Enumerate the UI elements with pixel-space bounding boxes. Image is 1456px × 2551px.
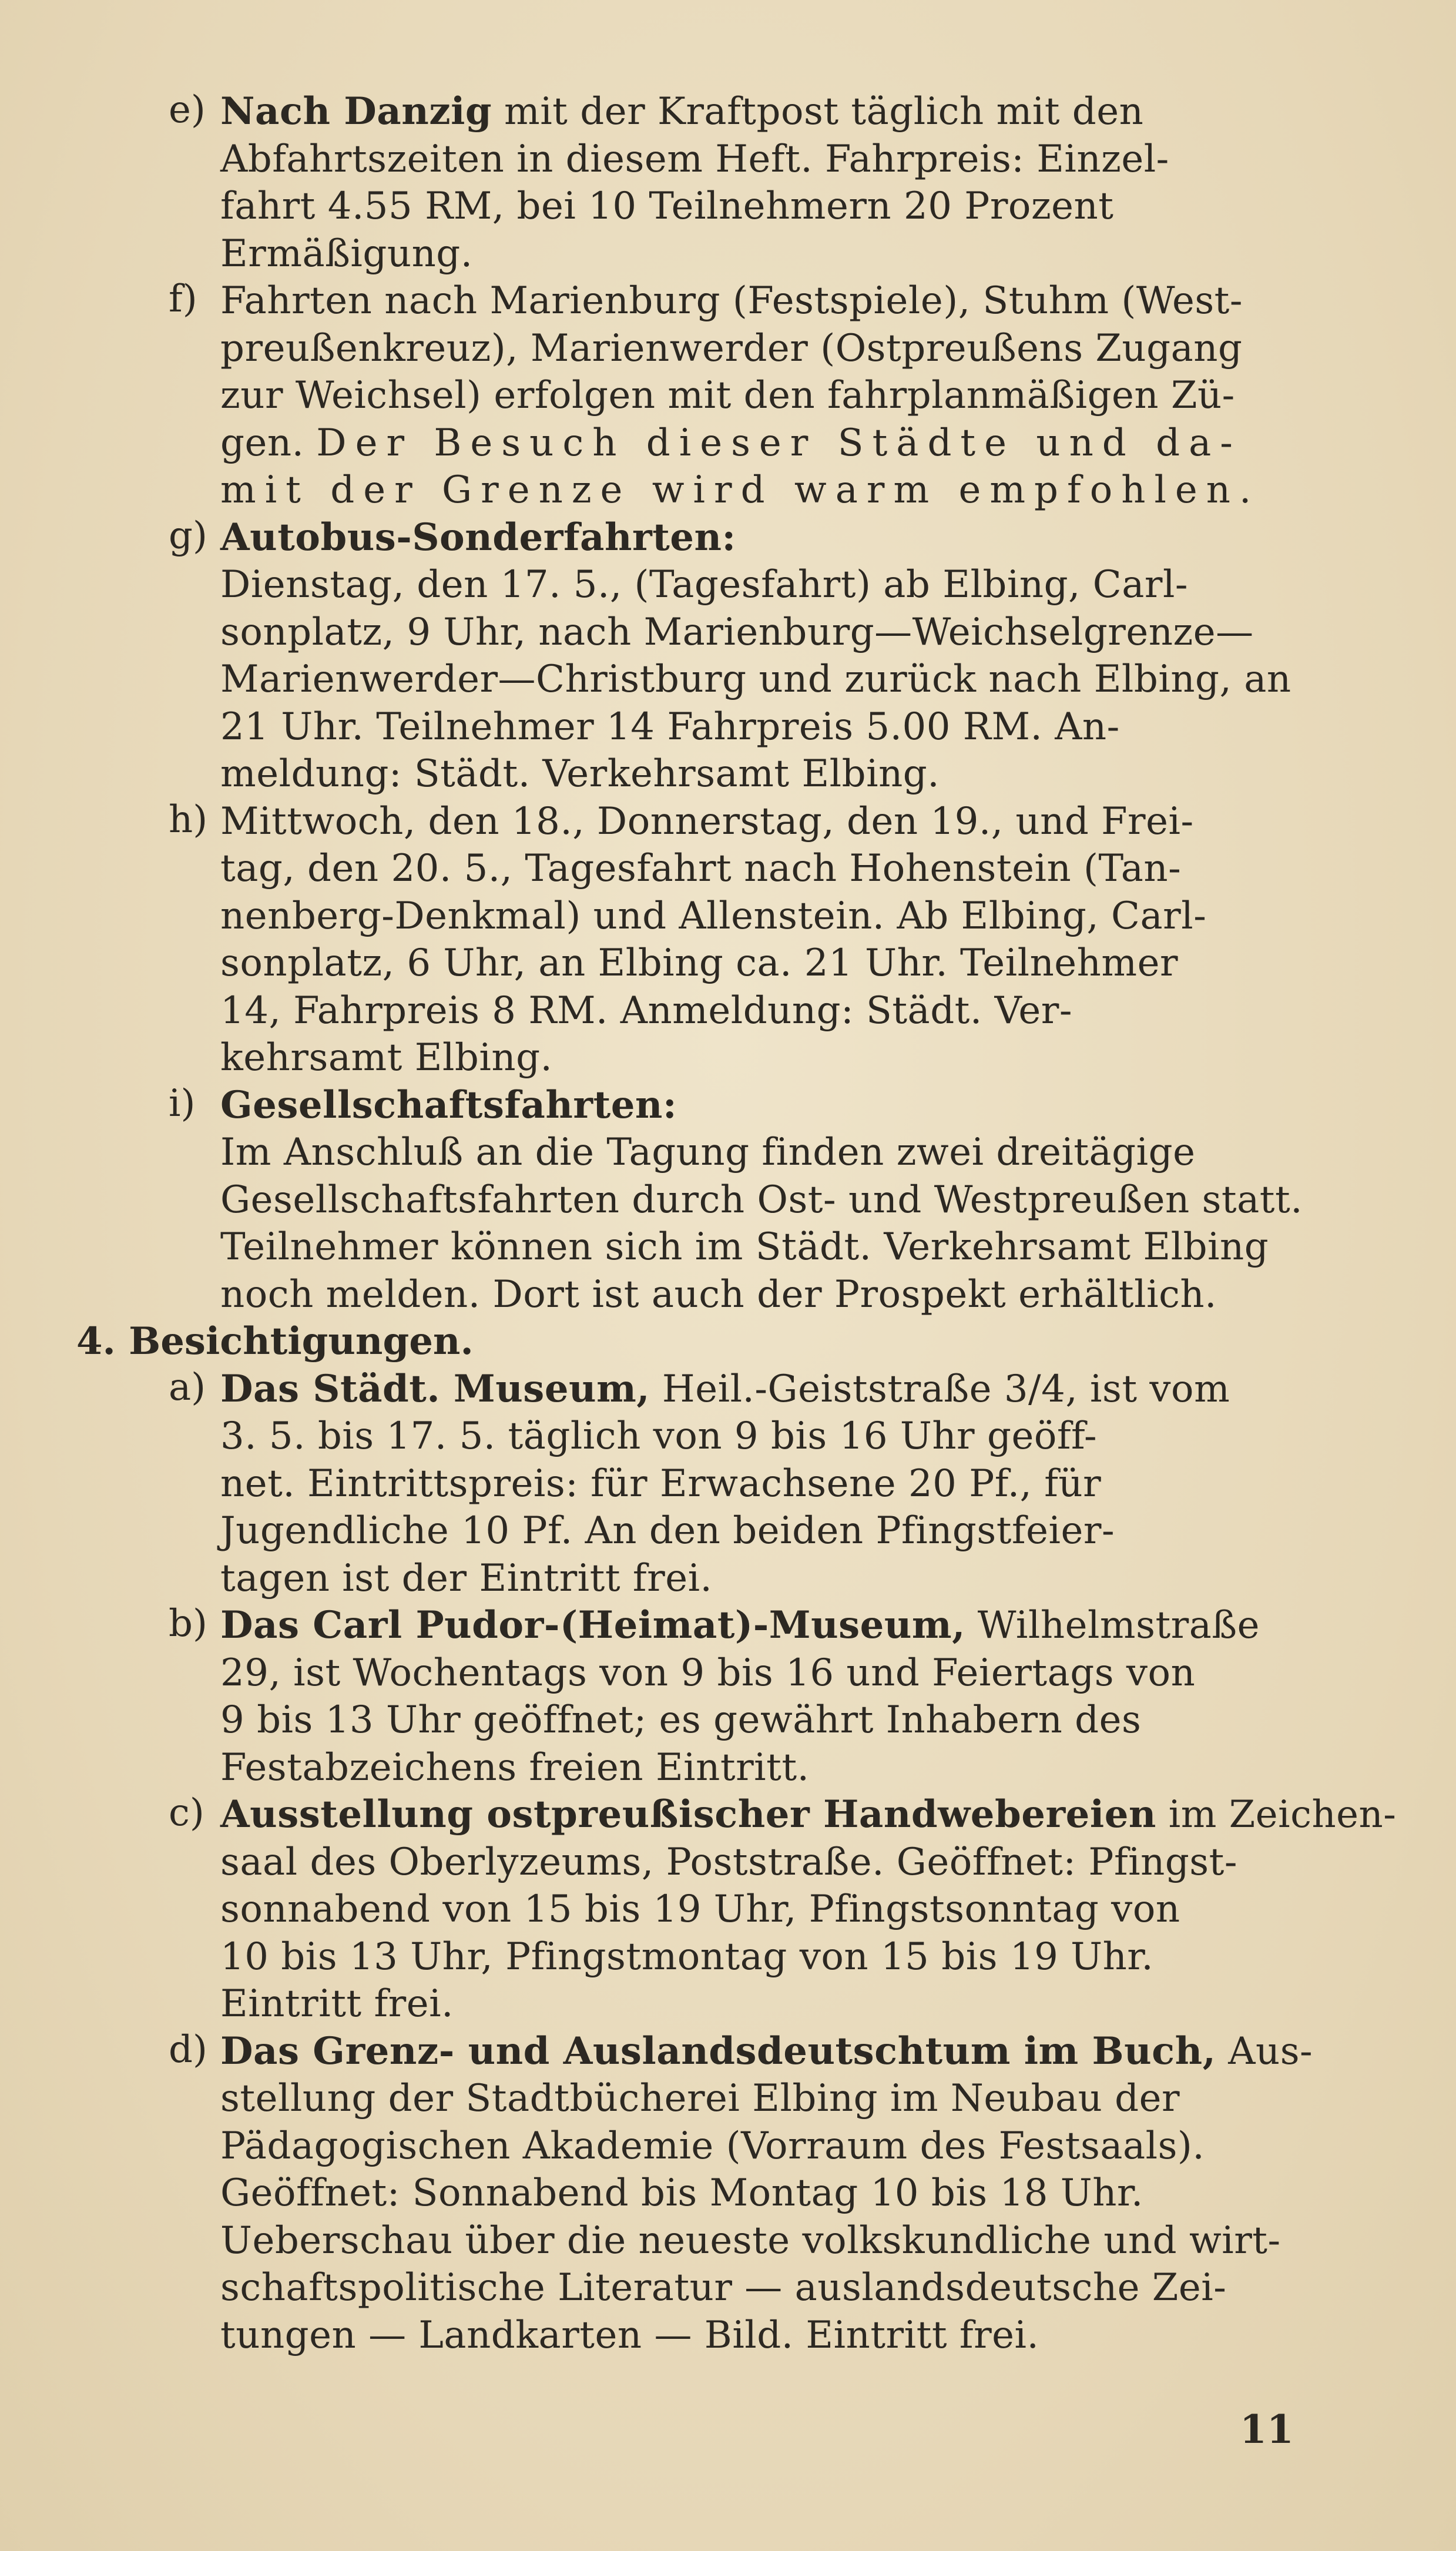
bold-text: Nach Danzig [220, 89, 492, 133]
text-span: Eintritt frei. [220, 1982, 454, 2026]
list-item [169, 514, 1325, 798]
section-heading: 4. Besichtigungen. [76, 1319, 474, 1363]
text-line [220, 1507, 1325, 1555]
text-line [220, 514, 1325, 562]
text-line [220, 277, 1325, 325]
text-line [220, 2075, 1325, 2123]
text-line [220, 325, 1325, 373]
text-line [220, 750, 1325, 798]
text-span: sonplatz, 6 Uhr, an Elbing ca. 21 Uhr. Teilnehmer [220, 941, 1179, 985]
text-line [220, 2264, 1325, 2312]
text-span: 3. 5. bis 17. 5. täglich von 9 bis 16 Uhr geöff- [220, 1414, 1098, 1458]
text-line [220, 561, 1325, 609]
list-item [169, 88, 1325, 277]
text-line [220, 372, 1325, 420]
list-item [169, 1602, 1325, 1791]
text-line [220, 2170, 1325, 2217]
item-label: f) [169, 277, 197, 321]
item-label: g) [169, 514, 207, 558]
text-line [220, 893, 1325, 940]
text-line [220, 1223, 1325, 1271]
text-span: Wilhelmstraße [965, 1604, 1260, 1647]
text-line [220, 2312, 1325, 2359]
text-line [220, 1839, 1325, 1886]
text-span: Ermäßigung. [220, 232, 473, 276]
text-span: Fahrten nach Marienburg (Festspiele), Stuhm (West- [220, 279, 1243, 323]
text-span: 9 bis 13 Uhr geöffnet; es gewährt Inhabern des [220, 1698, 1142, 1742]
item-label: b) [169, 1602, 207, 1645]
text-line [220, 136, 1325, 183]
text-span: sonplatz, 9 Uhr, nach Marienburg—Weichselgrenze— [220, 610, 1254, 654]
text-line [220, 1082, 1325, 1129]
text-span: schaftspolitische Literatur — auslandsdeutsche Zei- [220, 2266, 1227, 2309]
text-span: tagen ist der Eintritt frei. [220, 1556, 713, 1600]
text-span: Jugendliche 10 Pf. An den beiden Pfingstfeier- [220, 1509, 1115, 1553]
text-span: 14, Fahrpreis 8 RM. Anmeldung: Städt. Ver- [220, 988, 1072, 1033]
item-label: a) [169, 1365, 206, 1409]
text-span: Aus- [1216, 2029, 1313, 2073]
item-label: h) [169, 797, 208, 842]
bold-text: Das Carl Pudor-(Heimat)-Museum, [220, 1603, 965, 1647]
text-span: Festabzeichens freien Eintritt. [220, 1745, 810, 1789]
text-span: Marienwerder—Christburg und zurück nach Elbing, an [220, 658, 1291, 701]
text-span: Abfahrtszeiten in diesem Heft. Fahrpreis: Einzel- [220, 137, 1169, 181]
item-label: i) [169, 1081, 196, 1125]
text-line [220, 1555, 1325, 1603]
bold-text: Gesellschaftsfahrten: [220, 1082, 677, 1127]
item-label: e) [169, 88, 206, 132]
text-span: gen. [220, 421, 317, 465]
bold-text: Autobus-Sonderfahrten: [220, 515, 736, 559]
text-line [220, 1366, 1325, 1413]
text-line [220, 1271, 1325, 1319]
text-line [220, 1034, 1325, 1082]
text-span: noch melden. Dort ist auch der Prospekt erhältlich. [220, 1272, 1217, 1316]
text-line [220, 609, 1325, 656]
page-body [0, 88, 1456, 2359]
entries-top [0, 88, 1456, 1318]
text-span: Der Besuch dieser Städte und da- [316, 421, 1242, 465]
text-span: Mittwoch, den 18., Donnerstag, den 19., und Frei- [220, 799, 1194, 843]
text-span: net. Eintrittspreis: für Erwachsene 20 Pf., für [220, 1461, 1102, 1506]
bold-text: Das Städt. Museum, [220, 1366, 650, 1411]
text-line [220, 230, 1325, 278]
list-item [169, 797, 1325, 1082]
list-item [169, 277, 1325, 514]
text-span: Gesellschaftsfahrten durch Ost- und Westpreußen statt. [220, 1178, 1303, 1222]
text-span: mit der Grenze wird warm empfohlen. [220, 468, 1260, 512]
text-span: stellung der Stadtbücherei Elbing im Neubau der [220, 2077, 1180, 2120]
text-line [220, 1697, 1325, 1744]
text-line [220, 1460, 1325, 1508]
text-line [220, 183, 1325, 230]
text-line [220, 2028, 1325, 2076]
text-span: mit der Kraftpost täglich mit den [492, 90, 1144, 133]
text-span: Pädagogischen Akademie (Vorraum des Festsaals). [220, 2124, 1205, 2168]
text-span: fahrt 4.55 RM, bei 10 Teilnehmern 20 Prozent [220, 185, 1114, 228]
text-span: nenberg-Denkmal) und Allenstein. Ab Elbing, Carl- [220, 894, 1207, 938]
text-line [220, 1744, 1325, 1792]
text-span: tag, den 20. 5., Tagesfahrt nach Hohenstein (Tan- [220, 847, 1182, 890]
text-span: Im Anschluß an die Tagung finden zwei dreitägige [220, 1131, 1196, 1174]
item-label: c) [169, 1791, 204, 1835]
text-span: im Zeichen- [1156, 1793, 1397, 1836]
list-item [169, 1365, 1325, 1603]
text-line [220, 2217, 1325, 2265]
entries-bottom [0, 1366, 1456, 2359]
bold-text: Ausstellung ostpreußischer Handwebereien [220, 1792, 1156, 1836]
text-span: meldung: Städt. Verkehrsamt Elbing. [220, 752, 940, 796]
text-span: preußenkreuz), Marienwerder (Ostpreußens Zugang [220, 326, 1243, 370]
list-item [169, 2027, 1325, 2359]
text-line [220, 1129, 1325, 1176]
text-line [220, 656, 1325, 703]
list-item [169, 1081, 1325, 1319]
text-span: Dienstag, den 17. 5., (Tagesfahrt) ab Elbing, Carl- [220, 563, 1189, 606]
text-span: saal des Oberlyzeums, Poststraße. Geöffnet: Pfingst- [220, 1840, 1237, 1884]
bold-text: Das Grenz- und Auslandsdeutschtum im Buch, [220, 2029, 1216, 2073]
text-span: sonnabend von 15 bis 19 Uhr, Pfingstsonntag von [220, 1888, 1180, 1931]
text-span: Geöffnet: Sonnabend bis Montag 10 bis 18 Uhr. [220, 2171, 1143, 2215]
text-span: 10 bis 13 Uhr, Pfingstmontag von 15 bis 19 Uhr. [220, 1935, 1154, 1979]
text-line [220, 1413, 1325, 1460]
text-line [220, 467, 1325, 514]
text-span: kehrsamt Elbing. [220, 1036, 553, 1080]
text-line [220, 940, 1325, 987]
text-line [220, 2123, 1325, 2170]
text-span: tungen — Landkarten — Bild. Eintritt frei. [220, 2313, 1039, 2357]
text-line [220, 88, 1325, 136]
text-line [220, 420, 1325, 467]
text-line [220, 1176, 1325, 1224]
text-line [220, 1602, 1325, 1650]
text-span: Teilnehmer können sich im Städt. Verkehrsamt Elbing [220, 1225, 1269, 1269]
text-line [220, 798, 1325, 846]
text-span: 21 Uhr. Teilnehmer 14 Fahrpreis 5.00 RM. An- [220, 705, 1120, 749]
text-line [220, 703, 1325, 751]
text-line [220, 1650, 1325, 1697]
list-item [169, 1791, 1397, 2028]
text-line [220, 1980, 1325, 2028]
text-span: Ueberschau über die neueste volkskundliche und wirt- [220, 2218, 1281, 2262]
text-line [220, 1886, 1325, 1933]
text-span: zur Weichsel) erfolgen mit den fahrplanmäßigen Zü- [220, 374, 1235, 417]
text-line [220, 987, 1325, 1035]
text-span: 29, ist Wochentags von 9 bis 16 und Feiertags von [220, 1651, 1196, 1695]
text-span: Heil.-Geiststraße 3/4, ist vom [650, 1367, 1230, 1411]
page-number: 11 [1240, 2406, 1294, 2452]
text-line [220, 1791, 1397, 1839]
item-label: d) [169, 2027, 207, 2071]
text-line [220, 845, 1325, 893]
text-line [220, 1933, 1325, 1981]
